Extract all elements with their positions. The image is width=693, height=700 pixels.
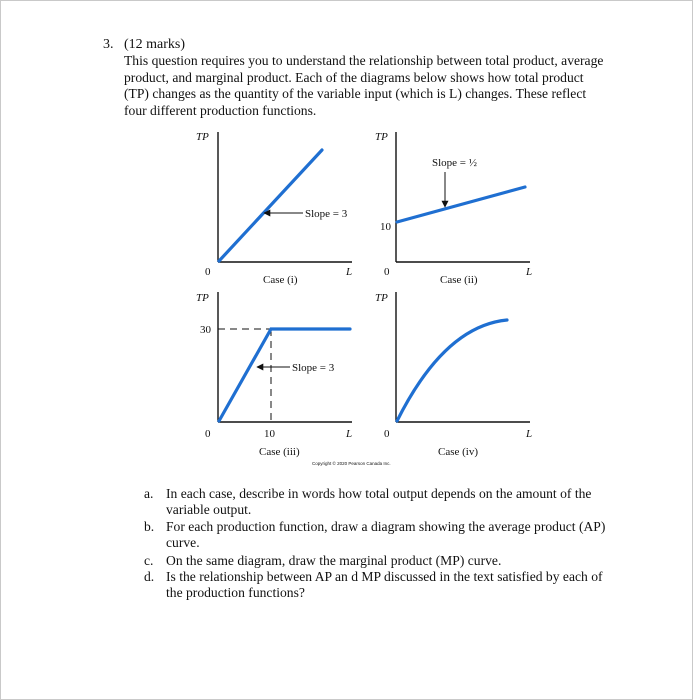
origin-label: 0 xyxy=(384,428,390,440)
question-marks: (12 marks) xyxy=(124,37,186,52)
subquestion-line: curve. xyxy=(166,535,200,550)
copyright-notice: Copyright © 2020 Pearson Canada Inc. xyxy=(312,461,391,466)
tp-axis-label: TP xyxy=(196,292,209,304)
l-axis-label: L xyxy=(346,266,353,278)
case-caption: Case (i) xyxy=(263,274,298,286)
y-tick-label: 30 xyxy=(200,324,211,336)
diagram-case-ii xyxy=(375,131,532,286)
subquestion-letter: a. xyxy=(144,486,154,501)
origin-label: 0 xyxy=(205,428,211,440)
l-axis-label: L xyxy=(346,428,353,440)
slope-label: Slope = 3 xyxy=(305,208,348,220)
slope-label: Slope = 3 xyxy=(292,362,335,374)
x-tick-label: 10 xyxy=(264,428,275,440)
subquestion-line: For each production function, draw a diagram showing the average product (AP) xyxy=(166,519,606,534)
tp-curve xyxy=(219,329,350,421)
subquestion-letter: c. xyxy=(144,553,154,568)
subquestion-line: In each case, describe in words how total output depends on the amount of the xyxy=(166,486,592,501)
subquestion-line: the production functions? xyxy=(166,585,305,600)
diagram-case-i xyxy=(196,131,352,286)
intro-line: This question requires you to understand the relationship between total product, average xyxy=(124,53,604,68)
diagram-case-iii xyxy=(196,292,391,466)
diagram-case-iv xyxy=(375,292,532,458)
tp-axis-label: TP xyxy=(375,131,388,143)
tp-curve xyxy=(397,320,507,421)
subquestion-line: variable output. xyxy=(166,502,252,517)
origin-label: 0 xyxy=(384,266,390,278)
case-caption: Case (iv) xyxy=(438,446,479,458)
case-caption: Case (ii) xyxy=(440,274,478,286)
subquestion-line: Is the relationship between AP an d MP discussed in the text satisfied by each of xyxy=(166,569,603,584)
case-caption: Case (iii) xyxy=(259,446,300,458)
tp-axis-label: TP xyxy=(196,131,209,143)
subquestion-letter: d. xyxy=(144,569,155,584)
question-number: 3. xyxy=(103,37,114,52)
intro-line: product, and marginal product. Each of the diagrams below shows how total product xyxy=(124,69,584,85)
tp-axis-label: TP xyxy=(375,292,388,304)
intro-line: (TP) changes as the quantity of the variable input (which is L) changes. These reflect xyxy=(124,86,587,101)
tp-curve xyxy=(397,187,525,222)
tp-curve xyxy=(219,150,322,261)
l-axis-label: L xyxy=(526,428,533,440)
origin-label: 0 xyxy=(205,266,211,278)
subquestion-line: On the same diagram, draw the marginal product (MP) curve. xyxy=(166,553,502,568)
slope-label: Slope = ½ xyxy=(432,157,478,169)
l-axis-label: L xyxy=(526,266,533,278)
intro-line: four different production functions. xyxy=(124,102,317,118)
intercept-label: 10 xyxy=(380,221,391,233)
subquestion-letter: b. xyxy=(144,519,155,534)
